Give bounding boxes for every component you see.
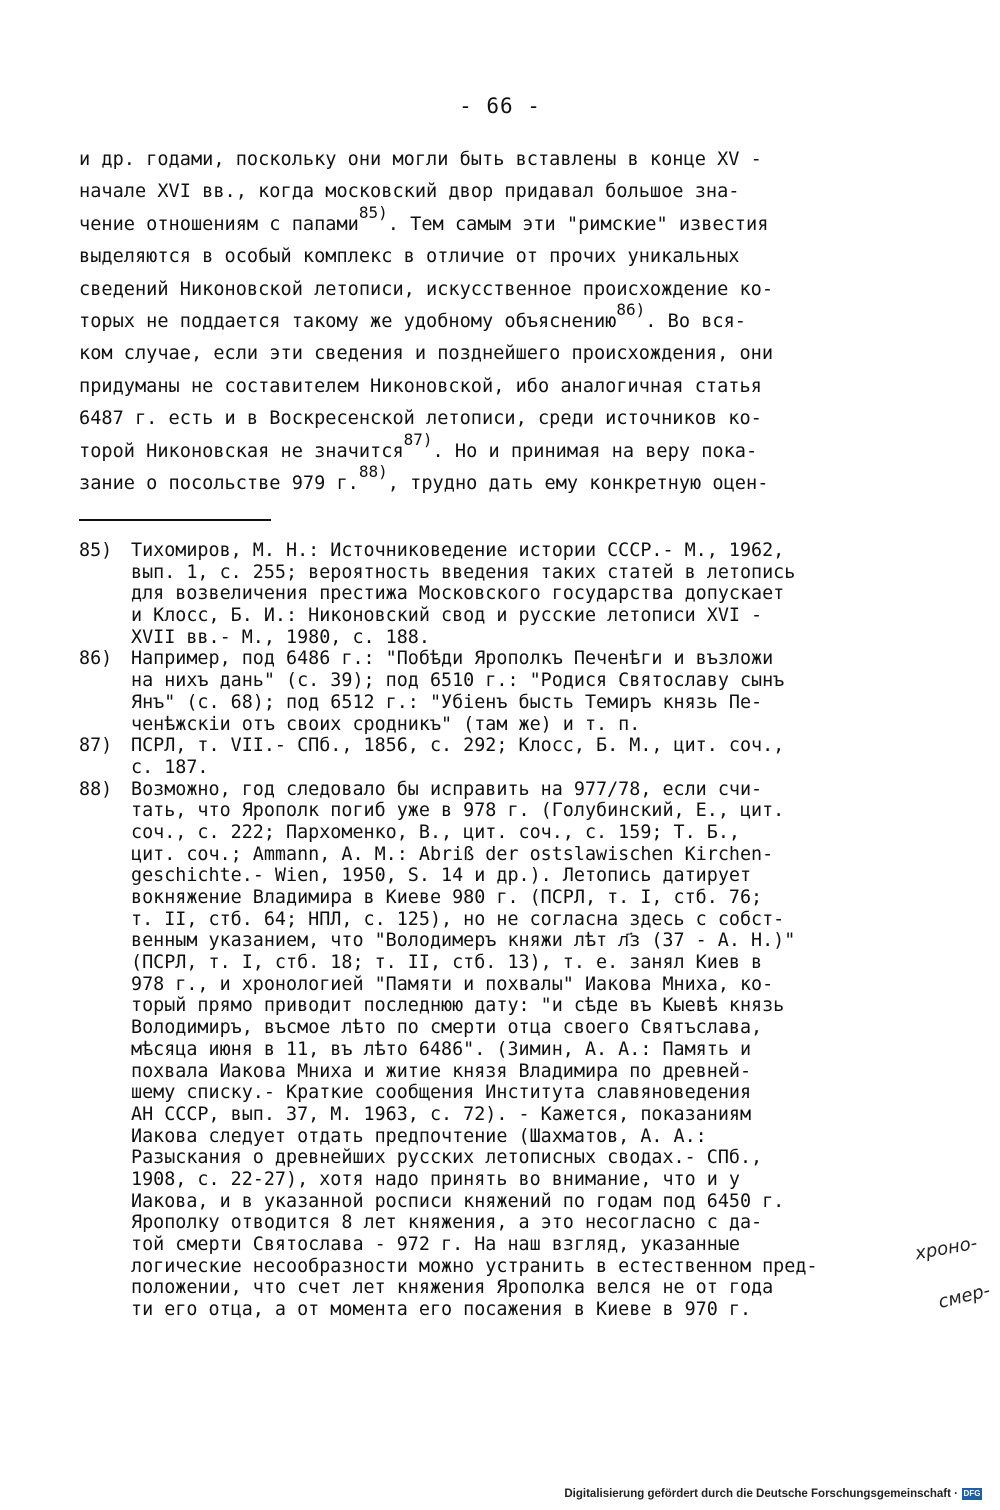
footnote-line: шему списку.- Краткие сообщения Института славяноведения <box>131 1082 752 1104</box>
footnote-line: и Клосс, Б. И.: Никоновский свод и русские летописи XVI - <box>131 605 763 627</box>
body-line: ком случае, если эти сведения и позднейшего происхождения, они <box>79 343 774 365</box>
footnote-line: Ярополку отводится 8 лет княжения, а это несогласно с да- <box>131 1212 763 1234</box>
margin-note: смер- <box>936 1279 993 1314</box>
body-line: торых не поддается такому же удобному объяснению86). Во вся- <box>79 299 746 332</box>
footnote-88 <box>79 779 899 1321</box>
margin-note: хроно- <box>913 1232 979 1265</box>
footnote-line: ти его отца, а от момента его посажения в Киеве в 970 г. <box>131 1299 752 1321</box>
footnote-line: Володимиръ, въсмое лѣто по смерти отца своего Святъслава, <box>131 1017 763 1039</box>
footnote-line: цит. соч.; Ammann, A. M.: Abriß der ostslawischen Kirchen- <box>131 843 774 865</box>
footnote-line: Разыскания о древнейших русских летописных сводах.- СПб., <box>131 1147 763 1169</box>
footnote-line: Иакова следует отдать предпочтение (Шахматов, А. А.: <box>131 1125 707 1147</box>
dfg-logo: DFG <box>963 1489 981 1498</box>
footnote-86 <box>79 648 899 735</box>
footnote-line: на нихъ дань" (с. 39); под 6510 г.: "Родися Святославу сынъ <box>131 670 785 692</box>
footnote-line: вып. 1, с. 255; вероятность введения таких статей в летопись <box>131 561 796 583</box>
footnote-line: Иакова, и в указанной росписи княжений по годам под 6450 г. <box>131 1190 785 1212</box>
body-line: 6487 г. есть и в Воскресенской летописи, среди источников ко- <box>79 408 762 430</box>
footnotes <box>79 540 899 1321</box>
footnote-line: с. 187. <box>131 756 209 778</box>
footnote-85 <box>79 540 899 648</box>
footnote-line: тать, что Ярополк погиб уже в 978 г. (Голубинский, Е., цит. <box>131 800 785 822</box>
footnote-line: вокняжение Владимира в Киеве 980 г. (ПСРЛ, т. I, стб. 76; <box>131 887 763 908</box>
footnote-ref: 86) <box>616 299 646 319</box>
footnote-line: Возможно, год следовало бы исправить на 977/78, если счи- <box>131 778 763 800</box>
footnote-line: Тихомиров, М. Н.: Источниковедение истории СССР.- М., 1962, <box>131 540 785 561</box>
footnote-line: той смерти Святослава - 972 г. На наш взгляд, указанные <box>131 1234 740 1255</box>
page-number: - 66 - <box>459 94 541 118</box>
footnote-line: венным указанием, что "Володимеръ княжи лѣт л҃з (37 - А. Н.)" <box>131 930 796 952</box>
digitization-footer <box>564 1488 982 1500</box>
body-line: сведений Никоновской летописи, искусственное происхождение ко- <box>79 278 774 300</box>
footnote-line: geschichte.- Wien, 1950, S. 14 и др.). Летопись датирует <box>131 865 752 887</box>
body-text <box>79 144 879 500</box>
footnote-line: 1908, с. 22-27), хотя надо принять во внимание, что и у <box>131 1168 740 1190</box>
footnote-line: логические несообразности можно устранить в естественном пред- <box>131 1255 818 1277</box>
footnote-ref: 88) <box>358 461 388 481</box>
footnote-ref: 85) <box>358 202 388 222</box>
footnote-line: XVII вв.- М., 1980, с. 188. <box>131 626 430 648</box>
body-line: чение отношениям с папами85). Тем самым эти "римские" известия <box>79 202 769 235</box>
body-line: торой Никоновская не значится87). Но и принимая на веру пока- <box>79 429 758 462</box>
footnote-line: 978 г., и хронологией "Памяти и похвалы" Иакова Мниха, ко- <box>131 973 774 995</box>
footnote-line: торый прямо приводит последнюю дату: "и сѣде въ Кыевѣ князь <box>131 995 785 1017</box>
footnote-line: т. II, стб. 64; НПЛ, с. 125), но не согласна здесь с собст- <box>131 908 785 930</box>
body-line: придуманы не составителем Никоновской, ибо аналогичная статья <box>79 375 762 397</box>
footnote-line: ПСРЛ, т. VII.- СПб., 1856, с. 292; Клосс, Б. М., цит. соч., <box>131 735 785 757</box>
footnote-line: для возвеличения престижа Московского государства допускает <box>131 583 785 605</box>
footnote-line: (ПСРЛ, т. I, стб. 18; т. II, стб. 13), т. е. занял Киев в <box>131 952 763 974</box>
footnote-number: 88) <box>79 778 113 800</box>
footnote-line: соч., с. 222; Пархоменко, В., цит. соч., с. 159; Т. Б., <box>131 821 740 843</box>
body-line: и др. годами, поскольку они могли быть вставлены в конце XV - <box>79 149 762 170</box>
footnote-ref: 87) <box>403 429 433 449</box>
footnote-number: 87) <box>79 735 113 757</box>
footer-text: Digitalisierung gefördert durch die Deutsche Forschungsgemeinschaft · <box>564 1488 958 1500</box>
body-line: зание о посольстве 979 г.88), трудно дать ему конкретную оцен- <box>79 461 769 494</box>
footnote-line: положении, что счет лет княжения Ярополка велся не от года <box>131 1277 774 1299</box>
body-line: выделяются в особый комплекс в отличие от прочих уникальных <box>79 246 740 268</box>
footnote-87 <box>79 735 899 778</box>
footnote-line: Например, под 6486 г.: "Побѣди Ярополкъ Печенѣги и възложи <box>131 648 774 670</box>
footnote-number: 85) <box>79 540 113 561</box>
footnote-line: мѣсяца июня в 11, въ лѣто 6486". (Зимин, А. А.: Память и <box>131 1038 752 1060</box>
footnote-number: 86) <box>79 648 113 670</box>
footnote-line: похвала Иакова Мниха и житие князя Владимира по древней- <box>131 1060 752 1082</box>
footnote-line: Янъ" (с. 68); под 6512 г.: "Убіенъ бысть Темиръ князь Пе- <box>131 691 763 713</box>
footnote-line: АН СССР, вып. 37, М. 1963, с. 72). - Кажется, показаниям <box>131 1103 752 1125</box>
footnote-line: ченѣжскіи отъ своих сродникъ" (там же) и т. п. <box>131 713 641 735</box>
footnote-divider <box>79 519 271 521</box>
body-line: начале XVI вв., когда московский двор придавал большое зна- <box>79 181 740 203</box>
